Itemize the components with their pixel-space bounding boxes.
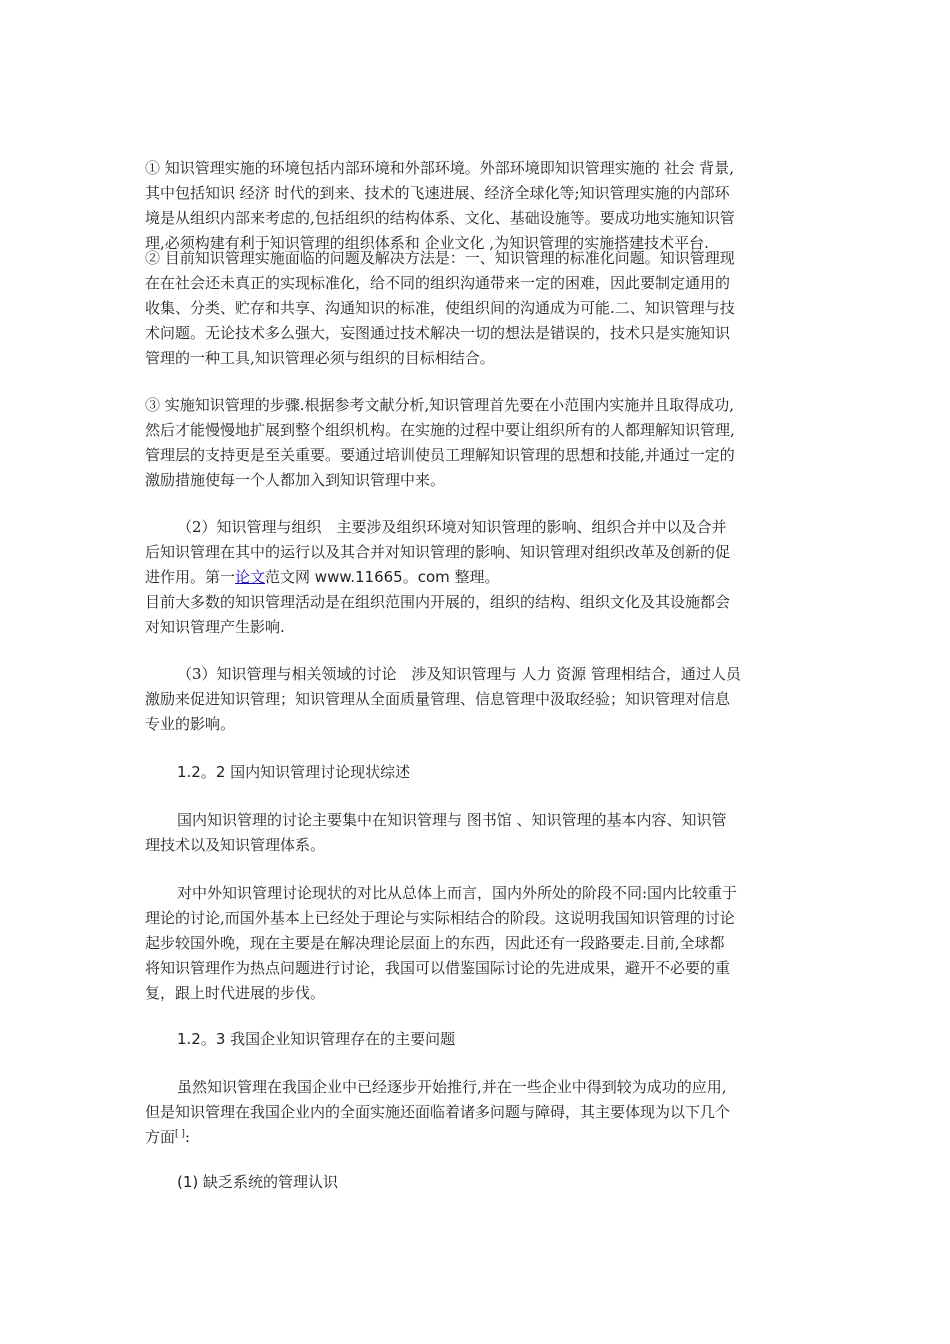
text-line: 境是从组织内部来考虑的,包括组织的结构体系、文化、基础设施等。要成功地实施知识管 (145, 209, 735, 227)
text-segment: 进作用。第一 (145, 568, 236, 586)
text-line: 管理层的支持更是至关重要。要通过培训使员工理解知识管理的思想和技能,并通过一定的 (145, 446, 735, 464)
paragraph-domestic-research (145, 808, 810, 858)
text-line: 起步较国外晚，现在主要是在解决理论层面上的东西，因此还有一段路要走.目前,全球都 (145, 934, 725, 952)
paragraph-problems-solutions (145, 246, 810, 371)
text-line: 虽然知识管理在我国企业中已经逐步开始推行,并在一些企业中得到较为成功的应用, (177, 1078, 727, 1096)
text-line: 对知识管理产生影响. (145, 618, 285, 636)
text-line: 术问题。无论技术多么强大，妄图通过技术解决一切的想法是错误的，技术只是实施知识 (145, 324, 731, 342)
text-line: 激励来促进知识管理；知识管理从全面质量管理、信息管理中汲取经验；知识管理对信息 (145, 690, 731, 708)
heading-text: 国内知识管理讨论现状综述 (225, 763, 411, 781)
list-text: 缺乏系统的管理认识 (198, 1173, 339, 1191)
heading-line (145, 1027, 810, 1052)
text-line: 对中外知识管理讨论现状的对比从总体上而言，国内外所处的阶段不同:国内比较重于 (177, 884, 738, 902)
list-item-1 (145, 1170, 810, 1195)
paragraph-knowledge-environment (145, 156, 810, 256)
text-line: 理,必须构建有利于知识管理的组织体系和 企业文化 ,为知识管理的实施搭建技术平台. (145, 234, 709, 252)
text-line: 但是知识管理在我国企业内的全面实施还面临着诸多问题与障碍，其主要体现为以下几个 (145, 1103, 731, 1121)
text-line: 理技术以及知识管理体系。 (145, 836, 326, 854)
heading-text: 我国企业知识管理存在的主要问题 (225, 1030, 456, 1048)
section-heading-1-2-2 (145, 760, 810, 785)
paper-link[interactable]: 论文 (235, 568, 266, 586)
text-line (145, 1125, 810, 1150)
text-segment: 方面 (145, 1128, 176, 1146)
paragraph-comparison (145, 881, 810, 1006)
text-line: 管理的一种工具,知识管理必须与组织的目标相结合。 (145, 349, 495, 367)
list-item-line (145, 1170, 810, 1195)
citation-marker: [ ] (175, 1129, 185, 1139)
text-segment: 范文网 www.11665。com 整理。 (265, 568, 500, 586)
paragraph-related-fields (145, 662, 810, 737)
text-line: （3）知识管理与相关领域的讨论 涉及知识管理与 人力 资源 管理相结合，通过人员 (177, 665, 741, 683)
text-line: 激励措施使每一个人都加入到知识管理中来。 (145, 471, 446, 489)
text-line: 然后才能慢慢地扩展到整个组织机构。在实施的过程中要让组织所有的人都理解知识管理, (145, 421, 735, 439)
text-line: 收集、分类、贮存和共享、沟通知识的标准，使组织间的沟通成为可能.二、知识管理与技 (145, 299, 735, 317)
section-heading-1-2-3 (145, 1027, 810, 1052)
paragraph-implementation-steps (145, 393, 810, 493)
heading-number: 1.2。3 (177, 1030, 226, 1048)
heading-line (145, 760, 810, 785)
text-line: 复，跟上时代进展的步伐。 (145, 984, 326, 1002)
heading-number: 1.2。2 (177, 763, 226, 781)
list-number: (1) (177, 1173, 199, 1191)
text-line (145, 565, 810, 590)
text-line: （2）知识管理与组织 主要涉及组织环境对知识管理的影响、组织合并中以及合并 (177, 518, 727, 536)
text-line: 在在社会还未真正的实现标准化，给不同的组织沟通带来一定的困难，因此要制定通用的 (145, 274, 731, 292)
text-line: 理论的讨论,而国外基本上已经处于理论与实际相结合的阶段。这说明我国知识管理的讨论 (145, 909, 735, 927)
paragraph-knowledge-organization (145, 515, 810, 640)
text-line: 后知识管理在其中的运行以及其合并对知识管理的影响、知识管理对组织改革及创新的促 (145, 543, 731, 561)
text-line: ③ 实施知识管理的步骤.根据参考文献分析,知识管理首先要在小范围内实施并且取得成功, (145, 396, 735, 414)
text-segment: : (184, 1128, 190, 1146)
text-line: 专业的影响。 (145, 715, 236, 733)
text-line: 其中包括知识 经济 时代的到来、技术的飞速进展、经济全球化等;知识管理实施的内部环 (145, 184, 730, 202)
paragraph-enterprise-problems (145, 1075, 810, 1150)
text-line: 目前大多数的知识管理活动是在组织范围内开展的，组织的结构、组织文化及其设施都会 (145, 593, 731, 611)
text-line: 将知识管理作为热点问题进行讨论，我国可以借鉴国际讨论的先进成果，避开不必要的重 (145, 959, 731, 977)
text-line: ① 知识管理实施的环境包括内部环境和外部环境。外部环境即知识管理实施的 社会 背景, (145, 159, 735, 177)
text-line: ② 目前知识管理实施面临的问题及解决方法是：一、知识管理的标准化问题。知识管理现 (145, 249, 735, 267)
text-line: 国内知识管理的讨论主要集中在知识管理与 图书馆 、知识管理的基本内容、知识管 (177, 811, 727, 829)
